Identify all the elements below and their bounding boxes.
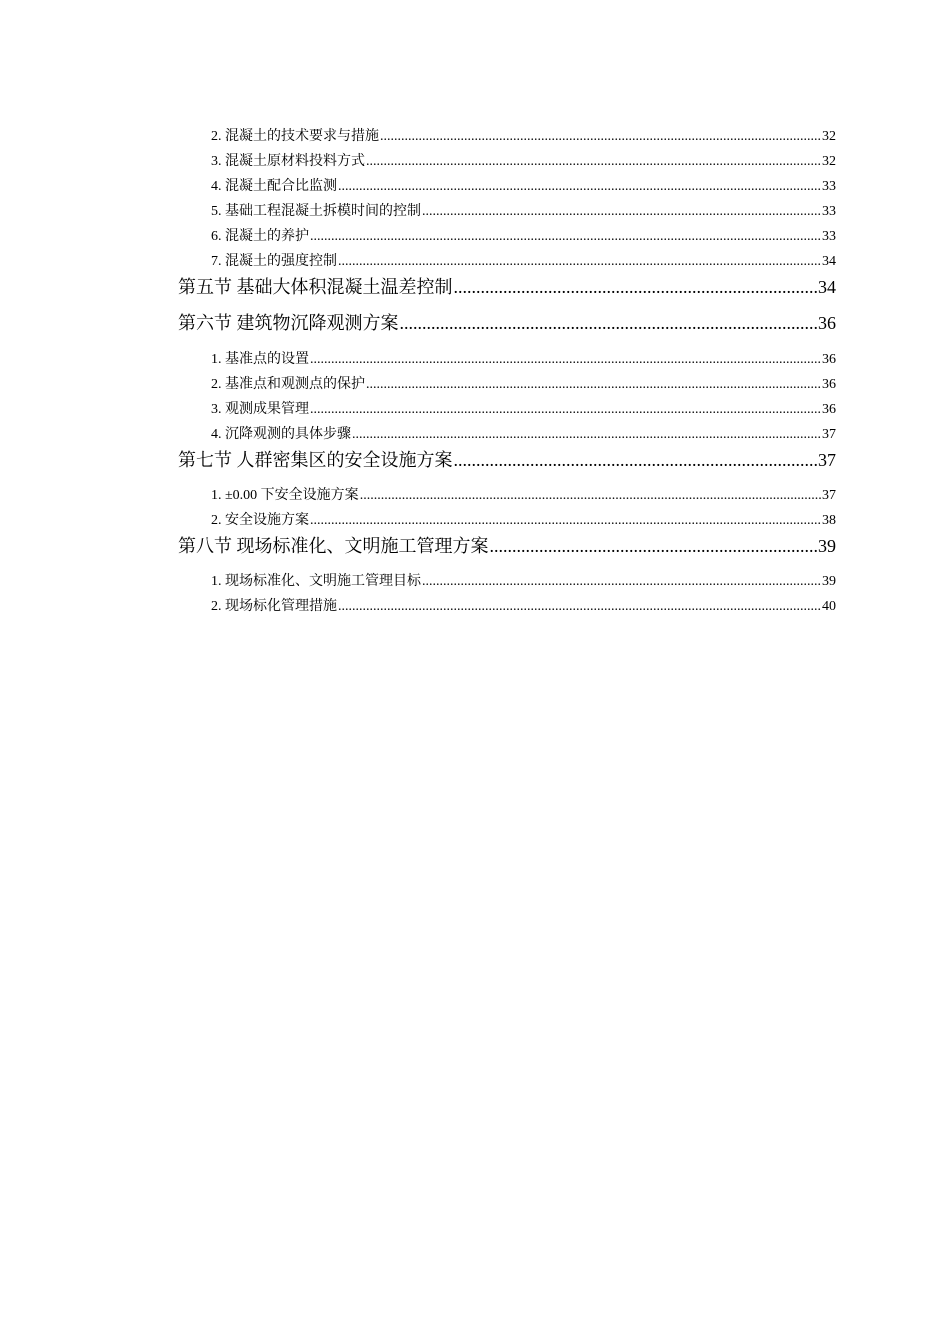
toc-leader-dots (454, 447, 818, 473)
toc-entry-2-benchmark-protection[interactable] (211, 375, 836, 395)
toc-leader-dots (310, 350, 821, 370)
toc-section-page: 39 (818, 536, 836, 556)
toc-entry-4-mix-ratio-monitoring[interactable] (211, 177, 836, 197)
toc-leader-dots (310, 511, 821, 531)
toc-section-label: 第六节 建筑物沉降观测方案 (178, 313, 399, 333)
toc-entry-label: 1. 基准点的设置 (211, 352, 309, 367)
toc-leader-dots (338, 597, 821, 617)
toc-entry-2-site-management-measures[interactable] (211, 597, 836, 617)
toc-entry-3-observation-results[interactable] (211, 400, 836, 420)
toc-entry-label: 2. 安全设施方案 (211, 513, 309, 528)
toc-entry-page: 36 (822, 377, 836, 392)
toc-entry-1-benchmark-setup[interactable] (211, 350, 836, 370)
toc-entry-1-below-zero-safety[interactable] (211, 486, 836, 506)
toc-leader-dots (366, 152, 821, 172)
toc-leader-dots (338, 252, 821, 272)
toc-leader-dots (310, 400, 821, 420)
toc-section-page: 36 (818, 313, 836, 333)
toc-section-label: 第八节 现场标准化、文明施工管理方案 (178, 536, 489, 556)
toc-section-8[interactable] (178, 533, 836, 559)
toc-entry-label: 3. 混凝土原材料投料方式 (211, 154, 365, 169)
toc-leader-dots (422, 202, 821, 222)
toc-entry-page: 34 (822, 254, 836, 269)
toc-entry-page: 36 (822, 352, 836, 367)
toc-entry-3-raw-material-feeding[interactable] (211, 152, 836, 172)
toc-leader-dots (490, 533, 818, 559)
toc-leader-dots (310, 227, 821, 247)
toc-section-page: 37 (818, 450, 836, 470)
toc-entry-label: 7. 混凝土的强度控制 (211, 254, 337, 269)
toc-entry-page: 39 (822, 574, 836, 589)
toc-entry-page: 36 (822, 402, 836, 417)
toc-entry-page: 40 (822, 599, 836, 614)
toc-entry-2-concrete-requirements[interactable] (211, 127, 836, 147)
toc-section-6[interactable] (178, 310, 836, 336)
toc-entry-label: 3. 观测成果管理 (211, 402, 309, 417)
toc-leader-dots (422, 572, 821, 592)
toc-leader-dots (454, 274, 818, 300)
toc-entry-label: 1. ±0.00 下安全设施方案 (211, 488, 359, 503)
toc-entry-page: 33 (822, 204, 836, 219)
toc-entry-label: 1. 现场标准化、文明施工管理目标 (211, 574, 421, 589)
toc-section-5[interactable] (178, 274, 836, 300)
toc-section-label: 第七节 人群密集区的安全设施方案 (178, 450, 453, 470)
toc-entry-5-formwork-removal[interactable] (211, 202, 836, 222)
toc-entry-label: 2. 混凝土的技术要求与措施 (211, 129, 379, 144)
toc-entry-label: 2. 现场标化管理措施 (211, 599, 337, 614)
toc-entry-label: 4. 混凝土配合比监测 (211, 179, 337, 194)
toc-entry-label: 6. 混凝土的养护 (211, 229, 309, 244)
toc-entry-page: 33 (822, 179, 836, 194)
toc-entry-4-settlement-steps[interactable] (211, 425, 836, 445)
toc-leader-dots (360, 486, 821, 506)
toc-entry-label: 4. 沉降观测的具体步骤 (211, 427, 351, 442)
toc-entry-6-concrete-curing[interactable] (211, 227, 836, 247)
toc-entry-page: 38 (822, 513, 836, 528)
toc-section-7[interactable] (178, 447, 836, 473)
toc-leader-dots (400, 310, 818, 336)
toc-entry-page: 33 (822, 229, 836, 244)
toc-entry-label: 2. 基准点和观测点的保护 (211, 377, 365, 392)
toc-leader-dots (380, 127, 821, 147)
toc-entry-label: 5. 基础工程混凝土拆模时间的控制 (211, 204, 421, 219)
toc-entry-page: 37 (822, 427, 836, 442)
toc-leader-dots (352, 425, 821, 445)
toc-section-label: 第五节 基础大体积混凝土温差控制 (178, 277, 453, 297)
toc-entry-7-strength-control[interactable] (211, 252, 836, 272)
toc-entry-page: 37 (822, 488, 836, 503)
toc-entry-1-site-management-goals[interactable] (211, 572, 836, 592)
toc-entry-2-safety-facilities[interactable] (211, 511, 836, 531)
toc-leader-dots (366, 375, 821, 395)
toc-leader-dots (338, 177, 821, 197)
toc-entry-page: 32 (822, 154, 836, 169)
toc-section-page: 34 (818, 277, 836, 297)
toc-entry-page: 32 (822, 129, 836, 144)
